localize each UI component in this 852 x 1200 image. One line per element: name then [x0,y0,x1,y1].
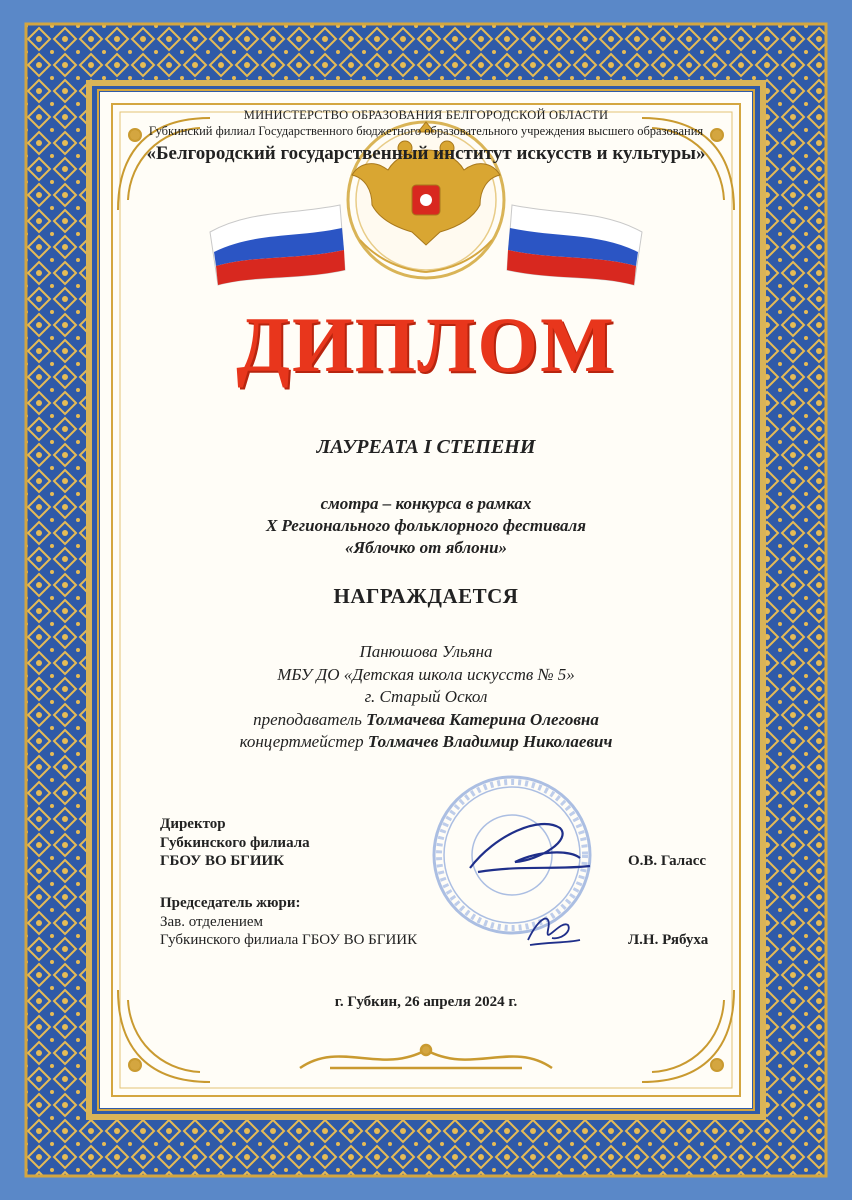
contest-line-3: «Яблочко от яблони» [344,538,508,557]
jury-block [160,894,417,950]
director-block [160,815,310,871]
recipient-school: МБУ ДО «Детская школа искусств № 5» [277,664,575,684]
diploma-title: ДИПЛОМ [236,301,616,388]
jury-name-block [628,931,708,950]
institute-name: «Белгородский государственный институт искусств и культуры» [146,143,706,164]
director-title-3: ГБОУ ВО БГИИК [160,853,285,869]
recipient-city: г. Старый Оскол [364,687,488,706]
jury-position-2: Губкинского филиала ГБОУ ВО БГИИК [160,932,418,948]
contest-line-1: смотра – конкурса в рамках [320,494,532,513]
director-name: О.В. Галасс [628,853,707,869]
accompanist-role: концертмейстер [239,732,364,751]
teacher-name: Толмачева Катерина Олеговна [366,709,599,729]
branch-line: Губкинский филиал Государственного бюджетного образовательного учреждения высшего образования [148,124,704,138]
jury-name: Л.Н. Рябуха [628,932,709,948]
accompanist-name: Толмачев Владимир Николаевич [367,732,613,751]
ministry-line: МИНИСТЕРСТВО ОБРАЗОВАНИЯ БЕЛГОРОДСКОЙ ОБЛАСТИ [243,108,609,122]
director-title-2: Губкинского филиала [160,834,310,851]
recipient-name: Панюшова Ульяна [359,642,493,661]
date-place: г. Губкин, 26 апреля 2024 г. [334,994,518,1010]
director-name-block [628,852,706,871]
jury-position-1: Зав. отделением [160,913,264,930]
director-signature [470,824,590,872]
awarded-heading: НАГРАЖДАЕТСЯ [333,584,519,608]
degree-heading: ЛАУРЕАТА I СТЕПЕНИ [316,436,536,458]
teacher-role: преподаватель [253,709,362,729]
director-title-1: Директор [160,816,226,832]
jury-title: Председатель жюри: [160,895,301,911]
contest-line-2: Х Регионального фольклорного фестиваля [265,516,587,535]
